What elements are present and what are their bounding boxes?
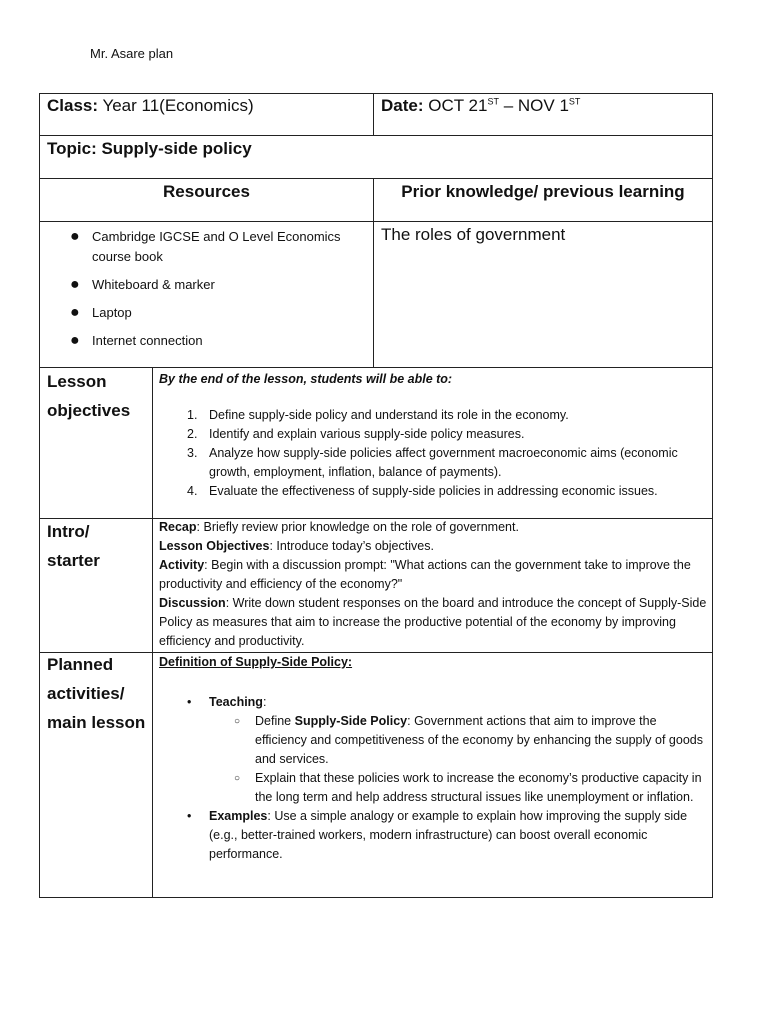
objectives-content — [159, 370, 707, 501]
starter-content — [159, 518, 707, 651]
list-item: 2. Identify and explain various supply-side policy measures. — [187, 427, 525, 441]
list-item: 3. Analyze how supply-side policies affect government macroeconomic aims (economic growth, employment, inflation, balance of payments). — [187, 446, 678, 479]
main-lesson-content — [159, 653, 707, 864]
bullet-icon: • — [187, 809, 192, 823]
list-item: ○ Define Supply-Side Policy: Government actions that aim to improve the efficiency and competitiveness of the economy by enhancing the supply of goods and services. — [234, 714, 703, 766]
date-end-sup: ST — [568, 96, 581, 107]
bullet-icon: ● — [70, 276, 80, 293]
date-start: OCT 21 — [428, 96, 488, 115]
list-item: 4. Evaluate the effectiveness of supply-side policies in addressing economic issues. — [187, 484, 658, 498]
prior-text: The roles of government — [381, 225, 566, 244]
date-label: Date: — [381, 96, 424, 115]
bullet-icon: • — [187, 695, 192, 709]
objectives-label: Lesson objectives — [47, 372, 131, 420]
circle-bullet-icon: ○ — [234, 716, 241, 727]
list-item: ● Internet connection — [70, 332, 203, 349]
resources-heading: Resources — [163, 182, 250, 201]
class-cell — [47, 96, 254, 116]
definition-heading: Definition of Supply-Side Policy: — [159, 655, 353, 669]
bullet-icon: ● — [70, 332, 80, 349]
list-item: ● Cambridge IGCSE and O Level Economics course book — [70, 228, 341, 264]
bullet-icon: ● — [70, 228, 80, 245]
class-value: Year 11(Economics) — [102, 96, 254, 115]
starter-label: Intro/ starter — [47, 522, 100, 570]
list-item: ○ Explain that these policies work to increase the economy’s productive capacity in the long term and help address structural issues like unemployment or inflation. — [234, 771, 702, 804]
topic: Topic: Supply-side policy — [47, 139, 252, 158]
prior-heading: Prior knowledge/ previous learning — [401, 182, 685, 201]
list-item: • Teaching: ○ Define Supply-Side Policy: Government actions that aim to improve the efficiency and competitiveness of the economy by enhancing the supply of goods and services. ○ Explain that these policies work to increase the economy’s productive capacity in the long term and help address structural issues like unemployment or inflation. — [159, 693, 707, 807]
date-end: – NOV 1 — [498, 96, 569, 115]
list-item: ● Laptop — [70, 304, 132, 321]
bullet-icon: ● — [70, 304, 80, 321]
starter-discussion: Discussion: Write down student responses on the board and introduce the concept of Supply-Side Policy as measures that aim to increase the productive potential of the economy by improving efficiency and productivity. — [159, 596, 707, 648]
starter-recap: Recap: Briefly review prior knowledge on the role of government. — [159, 520, 519, 534]
class-label: Class: — [47, 96, 99, 115]
date-start-sup: ST — [487, 96, 499, 107]
circle-bullet-icon: ○ — [234, 773, 241, 784]
main-lesson-label: Planned activities/ main lesson — [47, 655, 146, 732]
starter-activity: Activity: Begin with a discussion prompt: "What actions can the government take to improve the productivity and efficiency of the economy?" — [159, 558, 691, 591]
objectives-intro: By the end of the lesson, students will be able to: — [159, 372, 453, 386]
author-note: Mr. Asare plan — [90, 46, 174, 61]
resources-list — [40, 227, 373, 359]
list-item: 1. Define supply-side policy and understand its role in the economy. — [187, 408, 569, 422]
list-item: • Examples: Use a simple analogy or example to explain how improving the supply side (e.g., better-trained workers, modern infrastructure) can boost overall economic performance. — [187, 809, 688, 861]
list-item: ● Whiteboard & marker — [70, 276, 215, 293]
starter-objectives: Lesson Objectives: Introduce today’s objectives. — [159, 539, 434, 553]
date-cell — [381, 96, 580, 116]
